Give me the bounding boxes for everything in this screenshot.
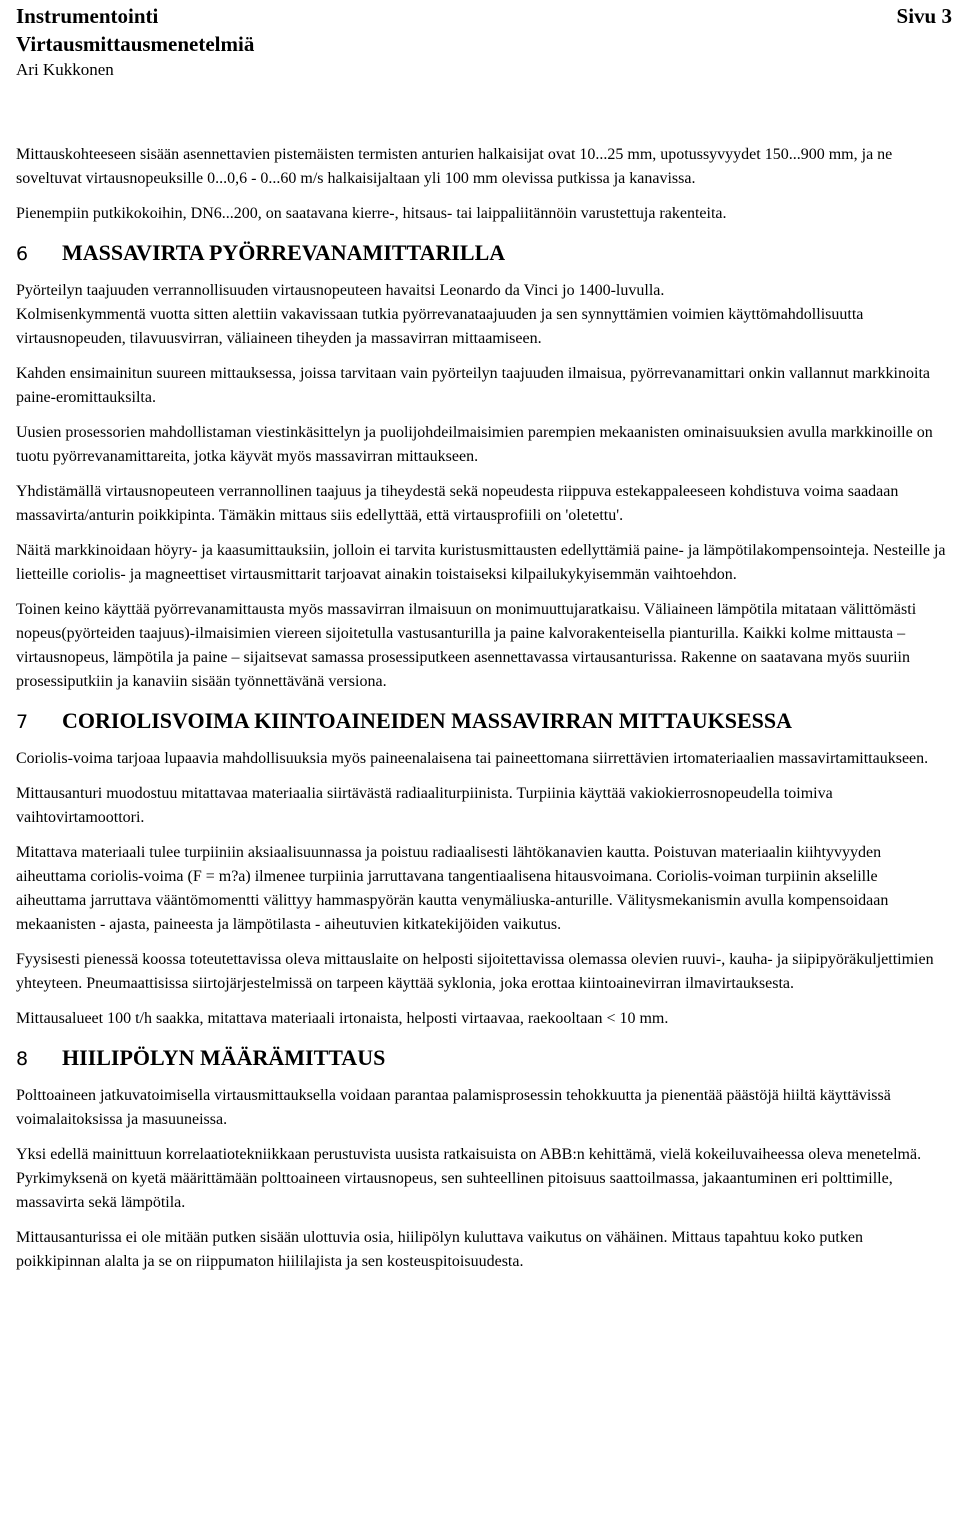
intro-paragraph-1: Mittauskohteeseen sisään asennettavien pistemäisten termisten anturien halkaisijat ovat 10...25 mm, upotussyvyydet 150...900 mm, ja ne soveltuvat virtausnopeuksille 0...0,6 - 0...60 m/s halkaisijaltaan yli 100 mm olevissa putkissa ja kanavissa. <box>16 146 893 187</box>
section-7-paragraph-4: Fyysisesti pienessä koossa toteutettavissa oleva mittauslaite on helposti sijoitettavissa olemassa olevien ruuvi-, kauha- ja siipipyöräkuljettimien yhteyteen. Pneumaattisissa siirtojärjestelmissä on tarpeen käyttää syklonia, joka erottaa kiintoainevirran ilmavirtauksesta. <box>16 951 934 992</box>
header-title: Instrumentointi <box>16 4 159 28</box>
section-6-paragraph-4: Yhdistämällä virtausnopeuteen verrannollinen taajuus ja tiheydestä sekä nopeudesta riippuva estekappaleeseen kohdistuva voima saadaan massavirta/anturin poikkipinta. Tämäkin mittaus siis edellyttää, että virtausprofiili on 'oletettu'. <box>16 483 899 524</box>
section-8-paragraph-1: Polttoaineen jatkuvatoimisella virtausmittauksella voidaan parantaa palamisprosessin tehokkuutta ja pienentää päästöjä hiiltä käyttävissä voimalaitoksissa ja masuuneissa. <box>16 1087 891 1128</box>
section-7-paragraph-5: Mittausalueet 100 t/h saakka, mitattava materiaali irtonaista, helposti virtaavaa, raekooltaan < 10 mm. <box>16 1010 669 1027</box>
section-8-heading <box>16 1043 948 1074</box>
section-7-paragraph-3: Mitattava materiaali tulee turpiiniin aksiaalisuunnassa ja poistuu radiaalisesti lähtökanavien kautta. Poistuvan materiaalin kiihtyvyyden aiheuttama coriolis-voima (F = m?a) ilmenee turpiinia jarruttavana tangentiaalisena hitausvoimana. Coriolis-voiman turpiinin akselille aiheuttama jarruttava vääntömomentti välittyy hammaspyörän kautta venymäliuska-anturille. Välitysmekanismin avulla kompensoidaan mekaanisten - ajasta, paineesta ja lämpötilasta - aiheutuvien kitkatekijöiden vaikutus. <box>16 844 889 933</box>
section-8-paragraph-3: Mittausanturissa ei ole mitään putken sisään ulottuvia osia, hiilipölyn kuluttava vaikutus on vähäinen. Mittaus tapahtuu koko putken poikkipinnan alalta ja se on riippumaton hiililajista ja sen kosteuspitoisuudesta. <box>16 1229 863 1270</box>
intro-paragraph-2: Pienempiin putkikokoihin, DN6...200, on saatavana kierre-, hitsaus- tai laippaliitännöin varustettuja rakenteita. <box>16 205 727 222</box>
section-7-title: CORIOLISVOIMA KIINTOAINEIDEN MASSAVIRRAN MITTAUKSESSA <box>62 708 792 733</box>
header-subtitle: Virtausmittausmenetelmiä <box>16 32 255 56</box>
section-6-paragraph-3: Uusien prosessorien mahdollistaman viestinkäsittelyn ja puolijohdeilmaisimien parempien mekaanisten ominaisuuksien avulla markkinoille on tuotu pyörrevanamittareita, jotka käyvät myös massavirran mittaukseen. <box>16 424 933 465</box>
section-6-paragraph-1a: Pyörteilyn taajuuden verrannollisuuden virtausnopeuteen havaitsi Leonardo da Vinci jo 1400-luvulla. <box>16 282 665 299</box>
section-6-title: MASSAVIRTA PYÖRREVANAMITTARILLA <box>62 240 506 265</box>
section-6-paragraph-5: Näitä markkinoidaan höyry- ja kaasumittauksiin, jolloin ei tarvita kuristusmittausten edellyttämiä paine- ja lämpötilakompensointeja. Nesteille ja lietteille coriolis- ja magneettiset virtausmittarit tarjoavat ainakin toistaiseksi kilpailukykyisemmän vaihtoehdon. <box>16 542 946 583</box>
section-7-heading <box>16 706 948 737</box>
section-6-paragraph-6: Toinen keino käyttää pyörrevanamittausta myös massavirran ilmaisuun on monimuuttujaratkaisu. Väliaineen lämpötila mitataan välittömästi nopeus(pyörteiden taajuus)-ilmaisimien viereen sijoitetulla vastusanturilla ja paine kalvorakenteisella pianturilla. Kaikki kolme mittausta – virtausnopeus, lämpötila ja paine – sijaitsevat samassa prosessiputkeen asennettavassa virtausanturissa. Rakenne on saatavana myös suuriin prosessiputkiin ja kanaviin sisään työnnettävänä versiona. <box>16 601 917 690</box>
section-7-paragraph-1: Coriolis-voima tarjoaa lupaavia mahdollisuuksia myös paineenalaisena tai paineettomana siirrettävien irtomateriaalien massavirtamittaukseen. <box>16 750 929 767</box>
section-8-title: HIILIPÖLYN MÄÄRÄMITTAUS <box>62 1045 386 1070</box>
section-6-paragraph-2: Kahden ensimainitun suureen mittauksessa, joissa tarvitaan vain pyörteilyn taajuuden ilmaisua, pyörrevanamittari onkin vallannut markkinoita paine-eromittauksilta. <box>16 365 930 406</box>
section-8-number: 8 <box>16 1048 29 1070</box>
section-7-number: 7 <box>16 711 29 733</box>
section-8-paragraph-2: Yksi edellä mainittuun korrelaatiotekniikkaan perustuvista uusista ratkaisuista on ABB:n kehittämä, vielä kokeiluvaiheessa oleva menetelmä. Pyrkimyksenä on kyetä määrittämään polttoaineen virtausnopeus, sen suhteellinen pitoisuus saattoilmassa, jakaantuminen eri polttimille, massavirta sekä lämpötila. <box>16 1146 922 1211</box>
section-6-number: 6 <box>16 243 29 265</box>
page-header <box>16 2 952 82</box>
document-body <box>16 143 948 1285</box>
section-6-heading <box>16 238 948 269</box>
section-6-paragraph-1b: Kolmisenkymmentä vuotta sitten alettiin vakavissaan tutkia pyörrevanataajuuden ja sen synnyttämien voimien käyttömahdollisuutta virtausnopeuden, tilavuusvirran, väliaineen tiheyden ja massavirran mittaamiseen. <box>16 306 864 347</box>
section-7-paragraph-2: Mittausanturi muodostuu mitattavaa materiaalia siirtävästä radiaaliturpiinista. Turpiinia käyttää vakiokierrosnopeudella toimiva vaihtovirtamoottori. <box>16 785 833 826</box>
header-author: Ari Kukkonen <box>16 60 114 79</box>
page-number: Sivu 3 <box>896 4 952 28</box>
